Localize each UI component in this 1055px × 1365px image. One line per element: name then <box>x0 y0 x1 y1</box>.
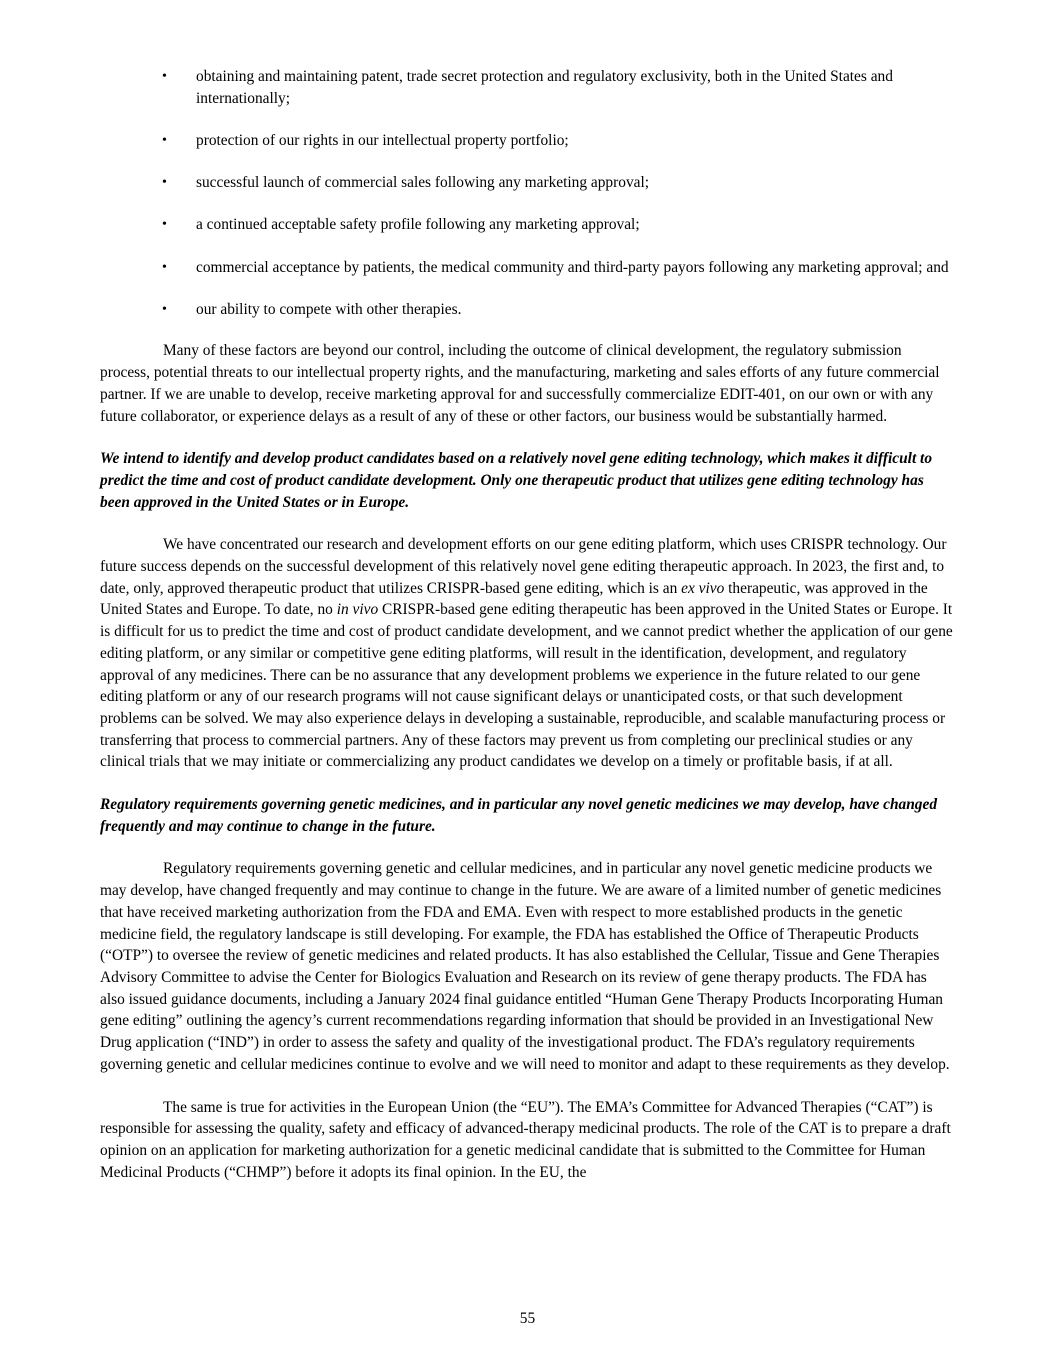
bullet-marker: • <box>162 301 167 317</box>
list-item <box>100 299 955 321</box>
list-item <box>100 257 955 279</box>
bullet-text: our ability to compete with other therapies. <box>196 300 462 318</box>
bullet-text: commercial acceptance by patients, the medical community and third-party payors following any marketing approval; and <box>196 258 949 276</box>
bullet-marker: • <box>162 217 167 233</box>
bullet-list <box>100 66 955 320</box>
bullet-text: a continued acceptable safety profile following any marketing approval; <box>196 216 640 234</box>
bullet-marker: • <box>162 69 167 84</box>
bullet-text: protection of our rights in our intellectual property portfolio; <box>196 131 569 149</box>
bullet-marker: • <box>162 175 167 191</box>
bullet-text: obtaining and maintaining patent, trade secret protection and regulatory exclusivity, both in the United States and internationally; <box>196 68 893 107</box>
list-item <box>100 130 955 152</box>
paragraph-eu-activities: The same is true for activities in the European Union (the “EU”). The EMA’s Committee for Advanced Therapies (“CAT”) is responsible for assessing the quality, safety and efficacy of advanced-therapy medicinal products. The role of the CAT is to prepare a draft opinion on an application for marketing authorization for a genetic medicinal candidate that is submitted to the Committee for Human Medicinal Products (“CHMP”) before it adopts its final opinion. In the EU, the <box>100 1098 951 1181</box>
list-item <box>100 172 955 194</box>
bullet-marker: • <box>162 132 167 148</box>
list-item <box>100 214 955 236</box>
paragraph-factors-beyond-control: Many of these factors are beyond our control, including the outcome of clinical development, the regulatory submission process, potential threats to our intellectual property rights, and the manufacturing, marketing and sales efforts of any future commercial partner. If we are unable to develop, receive marketing approval for and successfully commercialize EDIT-401, on our own or with any future collaborator, or experience delays as a result of any of these or other factors, our business would be substantially harmed. <box>100 342 940 425</box>
paragraph-crispr-platform: We have concentrated our research and development efforts on our gene editing platform, which uses CRISPR technology. Our future success depends on the successful development of this relatively novel gene editing therapeutic approach. In 2023, the first and, to date, only, approved therapeutic product that utilizes CRISPR-based gene editing, which is an ex vivo therapeutic, was approved in the United States and Europe. To date, no in vivo CRISPR-based gene editing therapeutic has been approved in the United States or Europe. It is difficult for us to predict the time and cost of product candidate development, and we cannot predict whether the application of our gene editing platform, or any similar or competitive gene editing platforms, will result in the identification, development, and regulatory approval of any medicines. There can be no assurance that any development problems we experience in the future related to our gene editing platform or any of our research programs will not cause significant delays or unanticipated costs, or that such development problems can be solved. We may also experience delays in developing a sustainable, reproducible, and scalable manufacturing process or transferring that process to commercial partners. Any of these factors may prevent us from completing our preclinical studies or any clinical trials that we may initiate or commercializing any product candidates we develop on a timely or profitable basis, if at all. <box>100 536 953 771</box>
list-item <box>100 66 955 109</box>
bullet-text: successful launch of commercial sales following any marketing approval; <box>196 174 650 192</box>
risk-heading-regulatory-requirements: Regulatory requirements governing genetic medicines, and in particular any novel genetic medicines we may develop, have changed frequently and may continue to change in the future. <box>100 796 938 835</box>
bullet-marker: • <box>162 259 167 275</box>
paragraph-regulatory-fda: Regulatory requirements governing genetic and cellular medicines, and in particular any novel genetic medicine products we may develop, have changed frequently and may continue to change in the future. We are aware of a limited number of genetic medicines that have received marketing authorization from the FDA and EMA. Even with respect to more established products in the genetic medicine field, the regulatory landscape is still developing. For example, the FDA has established the Office of Therapeutic Products (“OTP”) to oversee the review of genetic medicines and related products. It has also established the Cellular, Tissue and Gene Therapies Advisory Committee to advise the Center for Biologics Evaluation and Research on its review of gene therapy products. The FDA has also issued guidance documents, including a January 2024 final guidance entitled “Human Gene Therapy Products Incorporating Human gene editing” outlining the agency’s current recommendations regarding information that should be provided in an Investigational New Drug application (“IND”) in order to assess the safety and quality of the investigational product. The FDA’s regulatory requirements governing genetic and cellular medicines continue to evolve and we will need to monitor and adapt to these requirements as they develop. <box>100 860 950 1073</box>
risk-heading-novel-gene-editing: We intend to identify and develop product candidates based on a relatively novel gene editing technology, which makes it difficult to predict the time and cost of product candidate development. Only one therapeutic product that utilizes gene editing technology has been approved in the United States or in Europe. <box>100 450 933 511</box>
page-number: 55 <box>519 1310 536 1327</box>
